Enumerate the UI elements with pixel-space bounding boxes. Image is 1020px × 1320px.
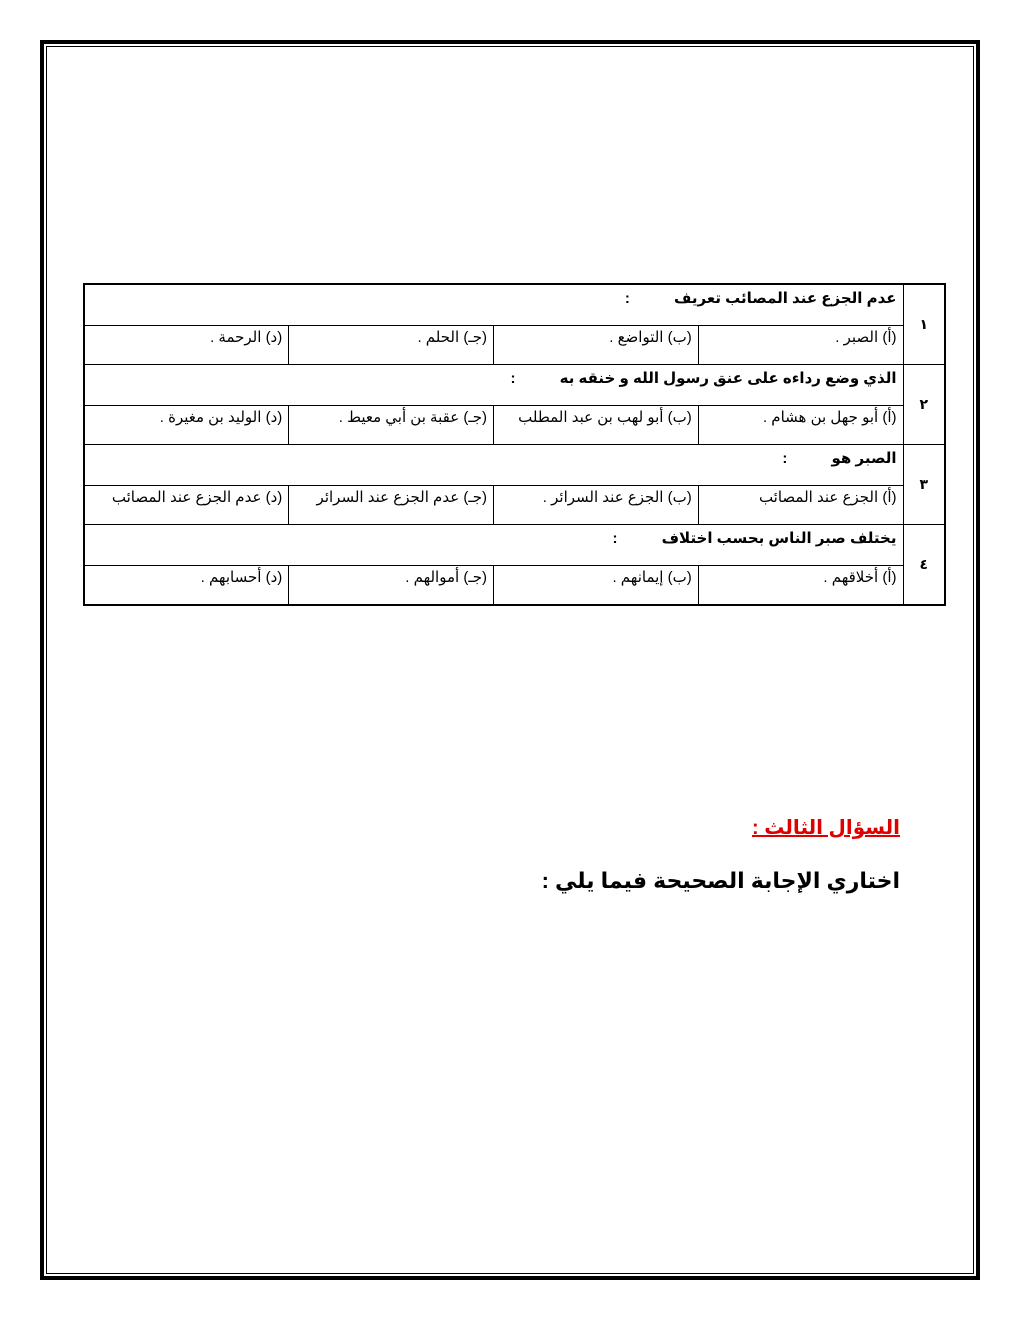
option-a[interactable]: (أ) أبو جهل بن هشام . [698, 406, 903, 445]
question-number: ٢ [903, 365, 945, 445]
option-c[interactable]: (جـ) الحلم . [289, 326, 494, 365]
option-a[interactable]: (أ) الجزع عند المصائب [698, 486, 903, 525]
question-number: ٣ [903, 445, 945, 525]
options-row [84, 566, 945, 606]
option-d[interactable]: (د) عدم الجزع عند المصائب [84, 486, 289, 525]
question-colon: : [782, 450, 788, 467]
option-c[interactable]: (جـ) عدم الجزع عند السرائر [289, 486, 494, 525]
question-number: ١ [903, 284, 945, 365]
question-text: يختلف صبر الناس بحسب اختلاف [661, 530, 897, 547]
options-row [84, 486, 945, 525]
option-d[interactable]: (د) أحسابهم . [84, 566, 289, 606]
section-instruction: اختاري الإجابة الصحيحة فيما يلي : [541, 868, 900, 893]
question-row [84, 284, 945, 326]
question-text: الصبر هو [831, 450, 897, 467]
option-d[interactable]: (د) الرحمة . [84, 326, 289, 365]
option-b[interactable]: (ب) أبو لهب بن عبد المطلب [494, 406, 699, 445]
question-colon: : [510, 370, 516, 387]
page-border-inner [46, 46, 974, 1274]
question-row [84, 445, 945, 486]
question-row [84, 365, 945, 406]
option-b[interactable]: (ب) إيمانهم . [494, 566, 699, 606]
question-stem [84, 365, 903, 406]
options-row [84, 326, 945, 365]
question-row [84, 525, 945, 566]
question-stem [84, 284, 903, 326]
question-colon: : [624, 290, 630, 307]
option-b[interactable]: (ب) الجزع عند السرائر . [494, 486, 699, 525]
question-stem [84, 445, 903, 486]
option-b[interactable]: (ب) التواضع . [494, 326, 699, 365]
option-a[interactable]: (أ) أخلاقهم . [698, 566, 903, 606]
section-title: السؤال الثالث : [752, 817, 900, 839]
question-text: عدم الجزع عند المصائب تعريف [674, 290, 897, 307]
option-c[interactable]: (جـ) عقبة بن أبي معيط . [289, 406, 494, 445]
option-c[interactable]: (جـ) أموالهم . [289, 566, 494, 606]
options-row [84, 406, 945, 445]
option-a[interactable]: (أ) الصبر . [698, 326, 903, 365]
question-number: ٤ [903, 525, 945, 606]
question-colon: : [612, 530, 618, 547]
questions-table [83, 283, 946, 606]
question-stem [84, 525, 903, 566]
option-d[interactable]: (د) الوليد بن مغيرة . [84, 406, 289, 445]
question-text: الذي وضع رداءه على عنق رسول الله و خنقه به [559, 370, 897, 387]
